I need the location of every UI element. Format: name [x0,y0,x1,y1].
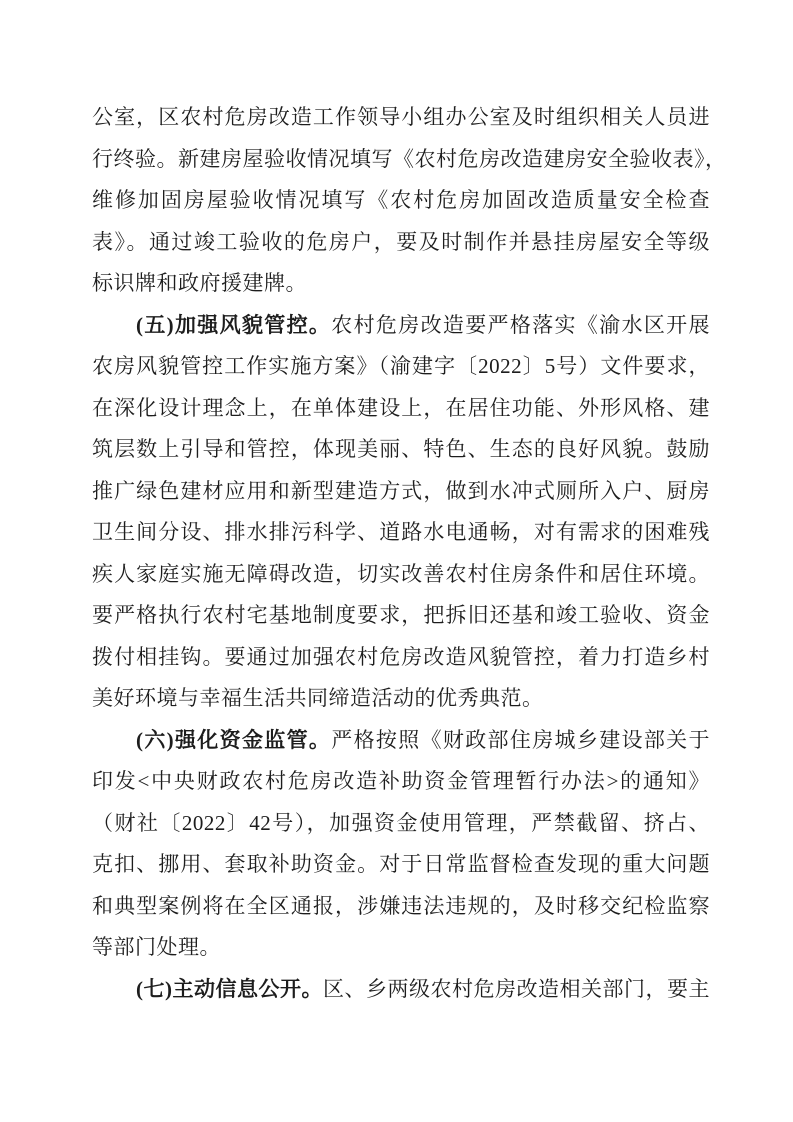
text-line [92,263,710,305]
line-text: 农村危房改造要严格落实《渝水区开展 [331,312,710,337]
line-text: 印发<中央财政农村危房改造补助资金管理暂行办法>的通知》 [92,769,710,793]
line-text: 拨付相挂钩。要通过加强农村危房改造风貌管控，着力打造乡村 [92,644,710,669]
line-text: 农房风貌管控工作实施方案》（渝建字〔2022〕5号）文件要求， [92,354,710,378]
line-text: 卫生间分设、排水排污科学、道路水电通畅，对有需求的困难残 [92,520,710,544]
text-line [92,222,710,264]
line-text: 公室，区农村危房改造工作领导小组办公室及时组织相关人员进 [92,105,710,129]
text-line [92,927,710,969]
line-text: 标识牌和政府援建牌。 [92,271,307,295]
line-text: 和典型案例将在全区通报，涉嫌违法违规的，及时移交纪检监察 [92,893,710,918]
text-line [92,886,710,928]
line-text: 严格按照《财政部住房城乡建设部关于 [331,727,710,752]
line-text: （财社〔2022〕42号），加强资金使用管理，严禁截留、挤占、 [92,810,710,835]
line-text: 克扣、挪用、套取补助资金。对于日常监督检查发现的重大问题 [92,852,710,876]
document-text-block [92,97,727,1010]
text-line [92,678,710,720]
text-line [92,180,710,222]
text-line [92,97,710,139]
text-line [92,595,710,637]
text-line [92,803,710,845]
line-text: 筑层数上引导和管控，体现美丽、特色、生态的良好风貌。鼓励 [92,437,710,461]
text-line [92,969,710,1011]
text-line [92,637,710,679]
text-line [92,139,727,181]
line-text: 行终验。新建房屋验收情况填写《农村危房改造建房安全验收表》， [92,146,727,171]
text-line [92,512,710,554]
line-text: 推广绿色建材应用和新型建造方式，做到水冲式厕所入户、厨房 [92,478,710,503]
section-heading: (五)加强风貌管控。 [136,312,332,337]
text-line [92,471,710,513]
text-line [92,844,710,886]
text-line [92,305,710,347]
line-text: 维修加固房屋验收情况填写《农村危房加固改造质量安全检查 [92,188,710,212]
text-line [92,388,710,430]
section-heading: (七)主动信息公开。 [136,976,323,1001]
line-text: 在深化设计理念上，在单体建设上，在居住功能、外形风格、建 [92,395,710,420]
text-line [92,554,710,596]
line-text: 等部门处理。 [92,935,221,959]
text-line [92,429,710,471]
text-line [92,346,710,388]
line-text: 疾人家庭实施无障碍改造，切实改善农村住房条件和居住环境。 [92,561,710,586]
line-text: 表》。通过竣工验收的危房户，要及时制作并悬挂房屋安全等级 [92,229,710,254]
text-line [92,720,710,762]
line-text: 美好环境与幸福生活共同缔造活动的优秀典范。 [92,686,544,710]
line-text: 要严格执行农村宅基地制度要求，把拆旧还基和竣工验收、资金 [92,603,710,627]
line-text: 区、乡两级农村危房改造相关部门，要主 [323,976,710,1001]
section-heading: (六)强化资金监管。 [136,727,332,752]
text-line [92,761,710,803]
